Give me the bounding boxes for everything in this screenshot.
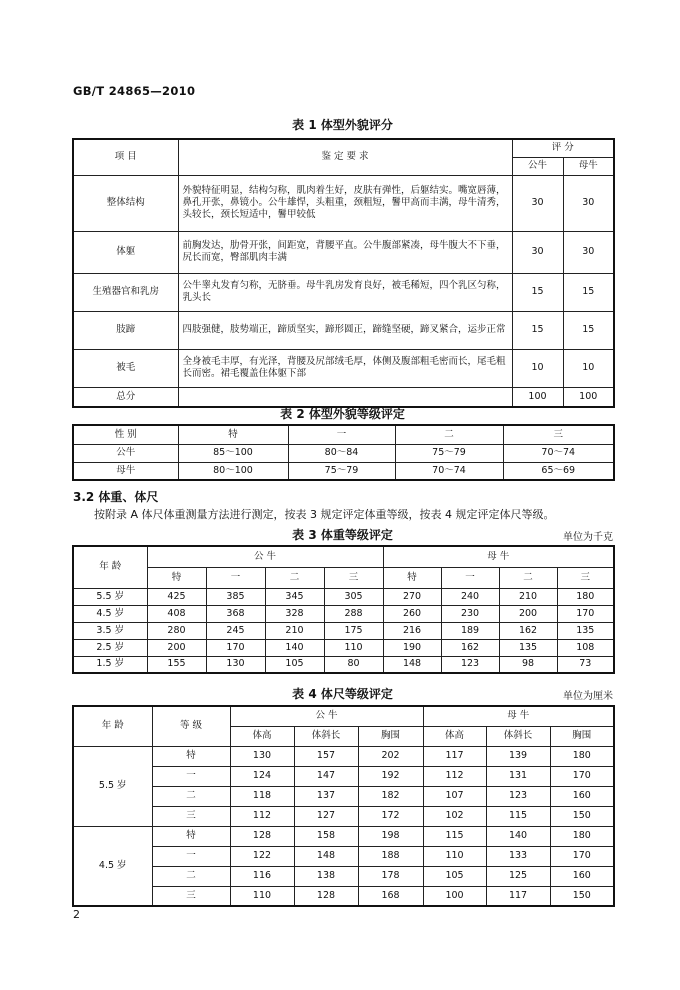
t1-male: 100: [512, 387, 563, 407]
table-row: [73, 387, 614, 407]
t3-cell: 288: [324, 605, 383, 622]
t3-cell: 425: [147, 588, 206, 605]
t4-cell: 170: [550, 766, 614, 786]
t3-grade: 特: [383, 567, 441, 588]
t3-cell: 80: [324, 656, 383, 673]
t4-cell: 105: [423, 866, 486, 886]
t4-cell: 116: [230, 866, 294, 886]
t3-cell: 110: [324, 639, 383, 656]
t3-cell: 3.5 岁: [73, 622, 147, 639]
t2-cell: 80～100: [178, 462, 288, 480]
t4-cell: 198: [358, 826, 423, 846]
document-code: GB/T 24865—2010: [73, 84, 196, 98]
t4-cell: 131: [486, 766, 550, 786]
t3-female-header: 母 牛: [383, 546, 614, 567]
table-row: [73, 462, 614, 480]
t1-req: 公牛睾丸发育匀称，无脐垂。母牛乳房发育良好，被毛稀短，四个乳区匀称，乳头长: [178, 273, 512, 311]
t4-cell: 147: [294, 766, 358, 786]
table4-caption: 表 4 体尺等级评定: [292, 687, 393, 701]
t2-header: 特: [178, 425, 288, 444]
t3-cell: 305: [324, 588, 383, 605]
t4-cell: 三: [152, 886, 230, 906]
t3-cell: 210: [499, 588, 557, 605]
t2-cell: 65～69: [503, 462, 614, 480]
t3-cell: 408: [147, 605, 206, 622]
t4-age: 4.5 岁: [73, 826, 152, 906]
t4-cell: 特: [152, 746, 230, 766]
t4-cell: 128: [294, 886, 358, 906]
t4-cell: 127: [294, 806, 358, 826]
t3-cell: 135: [557, 622, 614, 639]
table3: [72, 545, 615, 674]
t1-male: 10: [512, 349, 563, 387]
t1-req: 全身被毛丰厚，有光泽，背腰及尻部绒毛厚，体侧及腹部粗毛密而长，尾毛粗长而密。裙毛覆盖住体躯下部: [178, 349, 512, 387]
t3-cell: 210: [265, 622, 324, 639]
t4-cell: 170: [550, 846, 614, 866]
table-row: [73, 886, 614, 906]
t1-female: 15: [563, 311, 614, 349]
t3-cell: 345: [265, 588, 324, 605]
t3-cell: 245: [206, 622, 265, 639]
t4-age: 5.5 岁: [73, 746, 152, 826]
t4-measure: 胸围: [550, 726, 614, 746]
t4-cell: 117: [486, 886, 550, 906]
t1-male: 30: [512, 175, 563, 231]
table-row: [73, 846, 614, 866]
t3-cell: 1.5 岁: [73, 656, 147, 673]
t3-male-header: 公 牛: [147, 546, 383, 567]
t4-cell: 202: [358, 746, 423, 766]
t4-cell: 130: [230, 746, 294, 766]
t3-cell: 260: [383, 605, 441, 622]
t3-cell: 216: [383, 622, 441, 639]
t4-cell: 139: [486, 746, 550, 766]
table-row: [73, 806, 614, 826]
t1-header-female: 母牛: [563, 157, 614, 175]
t3-cell: 155: [147, 656, 206, 673]
t3-cell: 123: [441, 656, 499, 673]
t4-cell: 115: [423, 826, 486, 846]
t1-female: 30: [563, 175, 614, 231]
t4-cell: 178: [358, 866, 423, 886]
t3-cell: 162: [499, 622, 557, 639]
section-heading: 3.2 体重、体尺: [73, 490, 159, 504]
t2-cell: 公牛: [73, 444, 178, 462]
t1-male: 15: [512, 311, 563, 349]
table4: [72, 705, 615, 907]
t4-cell: 140: [486, 826, 550, 846]
t1-req: 四肢强健，肢势端正，蹄质坚实，蹄形圆正，蹄缝坚硬，蹄叉紧合，运步正常: [178, 311, 512, 349]
t2-header: 一: [288, 425, 395, 444]
t4-cell: 110: [230, 886, 294, 906]
t2-cell: 75～79: [395, 444, 503, 462]
t4-cell: 180: [550, 746, 614, 766]
t3-grade: 三: [557, 567, 614, 588]
t3-cell: 328: [265, 605, 324, 622]
t4-female-header: 母 牛: [423, 706, 614, 726]
t4-cell: 110: [423, 846, 486, 866]
t3-cell: 130: [206, 656, 265, 673]
t1-item: 总分: [73, 387, 178, 407]
t1-header-item: 项 目: [73, 139, 178, 175]
t3-cell: 170: [206, 639, 265, 656]
t4-cell: 122: [230, 846, 294, 866]
t1-item: 整体结构: [73, 175, 178, 231]
t1-male: 15: [512, 273, 563, 311]
table1: [72, 138, 615, 408]
t4-cell: 192: [358, 766, 423, 786]
t4-male-header: 公 牛: [230, 706, 423, 726]
t3-cell: 108: [557, 639, 614, 656]
t4-cell: 157: [294, 746, 358, 766]
t4-cell: 123: [486, 786, 550, 806]
table3-caption: 表 3 体重等级评定: [292, 528, 393, 542]
t3-cell: 5.5 岁: [73, 588, 147, 605]
t2-cell: 70～74: [395, 462, 503, 480]
table-row: [73, 639, 614, 656]
table-row: [73, 349, 614, 387]
t1-male: 30: [512, 231, 563, 273]
table-row: [73, 786, 614, 806]
t1-item: 肢蹄: [73, 311, 178, 349]
t4-cell: 112: [423, 766, 486, 786]
table-row: [73, 746, 614, 766]
t4-grade-header: 等 级: [152, 706, 230, 746]
t1-req: 外貌特征明显，结构匀称，肌肉着生好，皮肤有弹性，后躯结实。嘴宽唇薄，鼻孔开张，鼻镜小。公牛雄悍，头粗重，颈粗短，鬐甲高而丰满，母牛清秀，头较长，颈长短适中，鬐甲较低: [178, 175, 512, 231]
table-row: [73, 605, 614, 622]
t4-cell: 115: [486, 806, 550, 826]
t3-cell: 135: [499, 639, 557, 656]
t3-grade: 特: [147, 567, 206, 588]
t4-cell: 133: [486, 846, 550, 866]
table-row: [73, 273, 614, 311]
t4-cell: 118: [230, 786, 294, 806]
t3-cell: 4.5 岁: [73, 605, 147, 622]
t3-cell: 189: [441, 622, 499, 639]
table-row: [73, 656, 614, 673]
t4-measure: 胸围: [358, 726, 423, 746]
t2-header: 二: [395, 425, 503, 444]
t3-cell: 200: [499, 605, 557, 622]
t3-cell: 170: [557, 605, 614, 622]
t4-cell: 188: [358, 846, 423, 866]
t4-cell: 117: [423, 746, 486, 766]
t3-cell: 175: [324, 622, 383, 639]
t1-header-score: 评 分: [512, 139, 614, 157]
t1-female: 15: [563, 273, 614, 311]
t4-cell: 182: [358, 786, 423, 806]
t1-item: 体躯: [73, 231, 178, 273]
t2-header: 性 别: [73, 425, 178, 444]
table4-unit: 单位为厘米: [563, 691, 613, 702]
t1-header-male: 公牛: [512, 157, 563, 175]
t1-req: [178, 387, 512, 407]
t4-cell: 三: [152, 806, 230, 826]
t3-cell: 230: [441, 605, 499, 622]
t1-req: 前胸发达，肋骨开张，间距宽，背腰平直。公牛腹部紧凑，母牛腹大不下垂，尻长而宽，臀部肌肉丰满: [178, 231, 512, 273]
t3-cell: 140: [265, 639, 324, 656]
t3-cell: 385: [206, 588, 265, 605]
t4-cell: 112: [230, 806, 294, 826]
t3-grade: 一: [206, 567, 265, 588]
t3-cell: 180: [557, 588, 614, 605]
t4-cell: 124: [230, 766, 294, 786]
section-paragraph: 按附录 A 体尺体重测量方法进行测定，按表 3 规定评定体重等级，按表 4 规定评定体尺等级。: [94, 508, 555, 521]
t4-cell: 150: [550, 886, 614, 906]
t3-cell: 368: [206, 605, 265, 622]
t4-measure: 体高: [230, 726, 294, 746]
t4-measure: 体高: [423, 726, 486, 746]
t3-cell: 200: [147, 639, 206, 656]
t3-grade: 三: [324, 567, 383, 588]
t3-cell: 270: [383, 588, 441, 605]
table-row: [73, 622, 614, 639]
t4-cell: 特: [152, 826, 230, 846]
t4-measure: 体斜长: [486, 726, 550, 746]
t2-cell: 75～79: [288, 462, 395, 480]
t4-cell: 180: [550, 826, 614, 846]
t3-cell: 190: [383, 639, 441, 656]
t4-cell: 160: [550, 786, 614, 806]
t3-cell: 2.5 岁: [73, 639, 147, 656]
table-row: [73, 826, 614, 846]
t1-female: 10: [563, 349, 614, 387]
t4-cell: 一: [152, 766, 230, 786]
table-row: [73, 766, 614, 786]
table-row: [73, 231, 614, 273]
t3-cell: 162: [441, 639, 499, 656]
table3-unit: 单位为千克: [563, 532, 613, 543]
t3-cell: 73: [557, 656, 614, 673]
t4-measure: 体斜长: [294, 726, 358, 746]
page-number: 2: [73, 908, 80, 921]
t4-cell: 168: [358, 886, 423, 906]
t4-cell: 148: [294, 846, 358, 866]
table-row: [73, 444, 614, 462]
t4-cell: 二: [152, 786, 230, 806]
t4-cell: 125: [486, 866, 550, 886]
t3-cell: 105: [265, 656, 324, 673]
table2-caption: 表 2 体型外貌等级评定: [280, 407, 405, 421]
t1-female: 30: [563, 231, 614, 273]
table1-caption: 表 1 体型外貌评分: [292, 118, 393, 132]
t4-cell: 138: [294, 866, 358, 886]
t3-age-header: 年 龄: [73, 546, 147, 588]
t2-cell: 70～74: [503, 444, 614, 462]
t4-cell: 102: [423, 806, 486, 826]
t2-cell: 80～84: [288, 444, 395, 462]
t4-cell: 128: [230, 826, 294, 846]
t4-cell: 二: [152, 866, 230, 886]
t4-cell: 158: [294, 826, 358, 846]
table-row: [73, 866, 614, 886]
t3-cell: 280: [147, 622, 206, 639]
table-row: [73, 175, 614, 231]
t1-female: 100: [563, 387, 614, 407]
t1-item: 被毛: [73, 349, 178, 387]
t3-cell: 98: [499, 656, 557, 673]
t1-item: 生殖器官和乳房: [73, 273, 178, 311]
t4-cell: 137: [294, 786, 358, 806]
t4-cell: 107: [423, 786, 486, 806]
t2-cell: 85～100: [178, 444, 288, 462]
table-row: [73, 311, 614, 349]
table-row: [73, 588, 614, 605]
t4-cell: 160: [550, 866, 614, 886]
t3-grade: 二: [499, 567, 557, 588]
t2-header: 三: [503, 425, 614, 444]
t3-cell: 240: [441, 588, 499, 605]
t1-header-req: 鉴 定 要 求: [178, 139, 512, 175]
t2-cell: 母牛: [73, 462, 178, 480]
t4-cell: 100: [423, 886, 486, 906]
t3-cell: 148: [383, 656, 441, 673]
t4-cell: 172: [358, 806, 423, 826]
t4-age-header: 年 龄: [73, 706, 152, 746]
t3-grade: 二: [265, 567, 324, 588]
t4-cell: 一: [152, 846, 230, 866]
t3-grade: 一: [441, 567, 499, 588]
t4-cell: 150: [550, 806, 614, 826]
table2: [72, 424, 615, 481]
